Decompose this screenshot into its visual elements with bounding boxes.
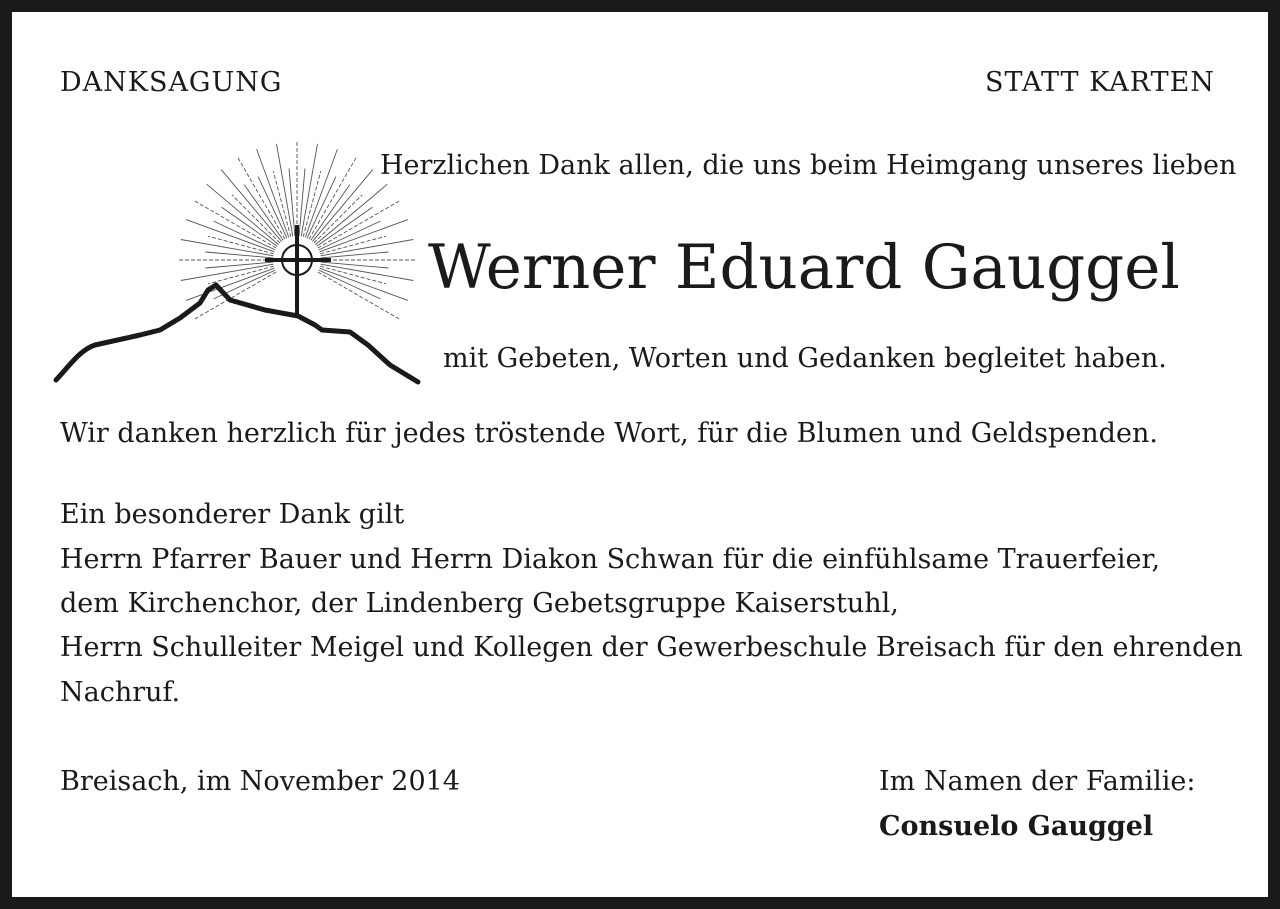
sun-ray (320, 268, 408, 300)
intro-line-2: mit Gebeten, Worten und Gedanken begleitet haben. (443, 343, 1167, 374)
special-thanks-line: Ein besonderer Dank gilt (60, 499, 405, 530)
sun-ray (299, 168, 305, 236)
heading-statt-karten: STATT KARTEN (985, 67, 1215, 98)
special-thanks-line: dem Kirchenchor, der Lindenberg Gebetsgruppe Kaiserstuhl, (60, 588, 899, 619)
sun-ray (321, 262, 389, 268)
heading-danksagung: DANKSAGUNG (60, 67, 283, 98)
sun-ray (318, 272, 399, 319)
sun-ray (301, 144, 317, 237)
signer-name: Consuelo Gauggel (879, 811, 1154, 842)
intro-line-1: Herzlichen Dank allen, die uns beim Heimgang unseres lieben (380, 150, 1237, 181)
deceased-name: Werner Eduard Gauggel (428, 232, 1180, 303)
special-thanks-line: Nachruf. (60, 677, 181, 708)
special-thanks-line: Herrn Schulleiter Meigel und Kollegen der Gewerbeschule Breisach für den ehrenden (60, 632, 1243, 663)
sun-ray (321, 252, 389, 258)
sun-ray (205, 262, 273, 268)
sun-ray (321, 240, 414, 256)
cross-on-mountain-with-rays-icon (50, 140, 430, 390)
sun-ray (205, 252, 273, 258)
special-thanks-line: Herrn Pfarrer Bauer und Herrn Diakon Schwan für die einfühlsame Trauerfeier, (60, 544, 1161, 575)
sun-ray (321, 264, 414, 280)
family-label: Im Namen der Familie: (879, 766, 1196, 797)
sun-ray (186, 268, 274, 300)
sun-ray (181, 240, 274, 256)
place-and-date: Breisach, im November 2014 (60, 766, 460, 797)
sun-ray (289, 168, 295, 236)
sun-ray (181, 264, 274, 280)
thanks-paragraph: Wir danken herzlich für jedes tröstende Wort, für die Blumen und Geldspenden. (60, 418, 1158, 449)
sun-ray (277, 144, 293, 237)
